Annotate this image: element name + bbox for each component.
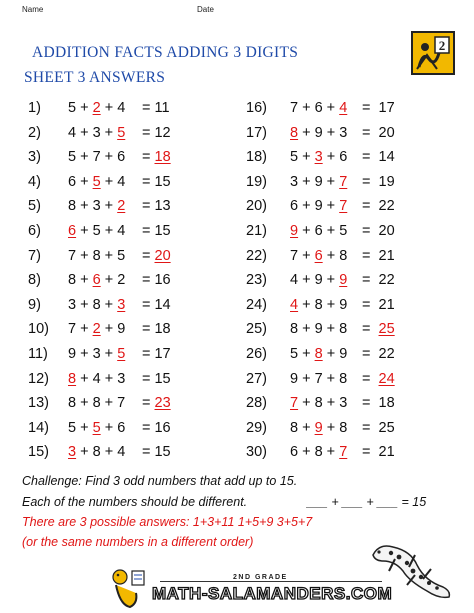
missing-addend-answer: 7 — [290, 395, 299, 412]
problem-expression — [290, 444, 347, 460]
expression-part: + 2 — [100, 272, 126, 289]
problem-result — [142, 395, 171, 411]
missing-addend-answer: 3 — [68, 444, 77, 461]
problem-number: 10) — [28, 321, 49, 338]
problem-result: = 13 — [142, 198, 171, 215]
problem-expression — [68, 248, 125, 264]
expression-part: 7 + — [68, 321, 93, 338]
problem-expression — [290, 248, 347, 264]
problem-number: 4) — [28, 173, 41, 190]
problem-result: = 20 — [362, 124, 395, 141]
problem-number: 3) — [28, 149, 41, 166]
problem-expression — [68, 100, 125, 116]
expression-part: 5 + 7 + 6 — [68, 149, 126, 166]
expression-part: + 4 — [100, 173, 126, 190]
problem-result: = 22 — [362, 345, 395, 362]
problem-result: = 18 — [362, 395, 395, 412]
missing-addend-answer: 5 — [92, 419, 101, 436]
missing-addend-answer: 7 — [339, 444, 348, 461]
expression-part: 5 + — [290, 345, 315, 362]
problem-number: 26) — [246, 345, 267, 362]
expression-part: 7 + — [290, 247, 315, 264]
problem-result: = 20 — [362, 222, 395, 239]
problem-result: = 15 — [142, 444, 171, 461]
missing-addend-answer: 2 — [117, 198, 126, 215]
problem-expression — [290, 125, 347, 141]
problem-result: = 21 — [362, 247, 395, 264]
missing-addend-answer: 6 — [92, 272, 101, 289]
result-equals: = — [142, 247, 155, 264]
problem-expression — [290, 223, 347, 239]
expression-part: + 8 + 3 — [298, 395, 348, 412]
problem-expression — [68, 444, 125, 460]
missing-addend-answer: 5 — [117, 124, 126, 141]
expression-part: 8 + — [68, 272, 93, 289]
problem-expression — [68, 174, 125, 190]
problem-expression — [290, 174, 347, 190]
missing-addend-answer: 4 — [339, 100, 348, 116]
missing-addend-answer: 5 — [117, 345, 126, 362]
problem-expression — [68, 272, 125, 288]
problem-number: 1) — [28, 100, 41, 116]
problem-expression — [290, 346, 347, 362]
problem-number: 21) — [246, 222, 267, 239]
problem-result: = 22 — [362, 272, 395, 289]
problem-expression — [290, 272, 347, 288]
expression-part: + 9 — [322, 345, 348, 362]
result-equals: = — [142, 149, 155, 166]
svg-text:2: 2 — [438, 38, 446, 53]
name-label: Name — [22, 5, 44, 14]
problem-number: 29) — [246, 419, 267, 436]
problem-result: = 21 — [362, 296, 395, 313]
problem-result: = 17 — [362, 100, 395, 116]
problem-result: = 18 — [142, 321, 171, 338]
footer-brand: MATH-SALAMANDERS.COM — [152, 584, 393, 603]
problem-expression — [290, 149, 347, 165]
problem-expression — [290, 100, 347, 116]
expression-part: + 6 — [322, 149, 348, 166]
salamander-logo-icon — [413, 33, 453, 73]
expression-part: 9 + 7 + 8 — [290, 370, 348, 387]
expression-part: 8 + 3 + — [68, 198, 118, 215]
problem-number: 23) — [246, 272, 267, 289]
expression-part: + 6 — [100, 419, 126, 436]
expression-part: + 9 — [100, 321, 126, 338]
problem-number: 12) — [28, 370, 49, 387]
problem-result: = 12 — [142, 124, 171, 141]
result-equals: = — [362, 321, 379, 338]
problem-result: = 21 — [362, 444, 395, 461]
expression-part: + 8 + 4 — [76, 444, 126, 461]
problem-result: = 15 — [142, 370, 171, 387]
result-equals: = — [142, 395, 155, 412]
problem-expression — [68, 371, 125, 387]
problem-expression — [68, 346, 125, 362]
problem-expression — [68, 420, 125, 436]
problem-result: = 16 — [142, 419, 171, 436]
sum-answer: 25 — [378, 321, 395, 338]
expression-part: 3 + 8 + — [68, 296, 118, 313]
expression-part: 5 + — [68, 100, 93, 116]
expression-part: 8 + 8 + 7 — [68, 395, 126, 412]
problem-number: 5) — [28, 198, 41, 215]
missing-addend-answer: 7 — [339, 173, 348, 190]
missing-addend-answer: 8 — [290, 124, 299, 141]
problem-number: 16) — [246, 100, 267, 116]
problem-result: = 15 — [142, 222, 171, 239]
footer-grade: 2ND GRADE — [233, 574, 288, 581]
challenge-rule: Each of the numbers should be different. — [22, 495, 248, 509]
problem-number: 17) — [246, 124, 267, 141]
expression-part: + 8 — [322, 419, 348, 436]
problem-expression — [68, 125, 125, 141]
problem-number: 19) — [246, 173, 267, 190]
problem-result — [362, 371, 395, 387]
sum-answer: 24 — [378, 370, 395, 387]
date-label: Date — [197, 5, 214, 14]
missing-addend-answer: 3 — [314, 149, 323, 166]
expression-part: 7 + 6 + — [290, 100, 340, 116]
problem-expression — [68, 223, 125, 239]
missing-addend-answer: 7 — [339, 198, 348, 215]
expression-part: 5 + — [68, 419, 93, 436]
problem-number: 18) — [246, 149, 267, 166]
problem-number: 25) — [246, 321, 267, 338]
expression-part: 8 + 9 + 8 — [290, 321, 348, 338]
missing-addend-answer: 9 — [314, 419, 323, 436]
missing-addend-answer: 9 — [290, 222, 299, 239]
problem-number: 6) — [28, 222, 41, 239]
result-equals: = — [362, 370, 379, 387]
problem-expression — [290, 321, 347, 337]
problem-number: 30) — [246, 444, 267, 461]
missing-addend-answer: 2 — [92, 321, 101, 338]
expression-part: 5 + — [290, 149, 315, 166]
expression-part: + 5 + 4 — [76, 222, 126, 239]
mascot-icon — [108, 565, 148, 611]
problem-number: 2) — [28, 124, 41, 141]
challenge-text: Challenge: Find 3 odd numbers that add up to 15. — [22, 474, 298, 488]
salamander-icon — [365, 525, 457, 605]
problem-result — [142, 149, 171, 165]
problem-expression — [68, 395, 125, 411]
missing-addend-answer: 4 — [290, 296, 299, 313]
footer-divider — [160, 581, 382, 582]
problem-expression — [68, 297, 125, 313]
problem-number: 15) — [28, 444, 49, 461]
problem-result: = 16 — [142, 272, 171, 289]
problem-result: = 22 — [362, 198, 395, 215]
problem-expression — [290, 297, 347, 313]
problem-expression — [290, 420, 347, 436]
problem-number: 11) — [28, 345, 48, 362]
problem-number: 7) — [28, 247, 41, 264]
problem-result: = 25 — [362, 419, 395, 436]
missing-addend-answer: 8 — [68, 370, 77, 387]
expression-part: 6 + 8 + — [290, 444, 340, 461]
expression-part: + 4 — [100, 100, 126, 116]
problem-number: 9) — [28, 296, 41, 313]
expression-part: + 4 + 3 — [76, 370, 126, 387]
problem-number: 20) — [246, 198, 267, 215]
expression-part: 4 + 3 + — [68, 124, 118, 141]
problem-number: 28) — [246, 395, 267, 412]
challenge-note: (or the same numbers in a different order) — [22, 535, 254, 549]
missing-addend-answer: 6 — [68, 222, 77, 239]
expression-part: 6 + — [68, 173, 93, 190]
problem-expression — [290, 371, 347, 387]
problem-number: 13) — [28, 395, 49, 412]
missing-addend-answer: 3 — [117, 296, 126, 313]
expression-part: 3 + 9 + — [290, 173, 340, 190]
problem-expression — [290, 395, 347, 411]
grade-logo — [411, 31, 455, 75]
expression-part: 7 + 8 + 5 — [68, 247, 126, 264]
problem-result: = 11 — [142, 100, 170, 116]
problem-expression — [68, 149, 125, 165]
problem-expression — [290, 198, 347, 214]
challenge-blanks: ___ + ___ + ___ = 15 — [307, 495, 427, 509]
problem-result — [142, 248, 171, 264]
missing-addend-answer: 8 — [314, 345, 323, 362]
problem-number: 8) — [28, 272, 41, 289]
sum-answer: 18 — [154, 149, 171, 166]
expression-part: 6 + 9 + — [290, 198, 340, 215]
problem-result — [362, 321, 395, 337]
page-subtitle: SHEET 3 ANSWERS — [24, 69, 166, 86]
problem-expression — [68, 198, 125, 214]
page-title: ADDITION FACTS ADDING 3 DIGITS — [32, 44, 299, 61]
problem-result: = 17 — [142, 345, 171, 362]
problem-result: = 19 — [362, 173, 395, 190]
expression-part: + 9 + 3 — [298, 124, 348, 141]
sum-answer: 23 — [154, 395, 171, 412]
problem-result: = 15 — [142, 173, 171, 190]
missing-addend-answer: 2 — [92, 100, 101, 116]
sum-answer: 20 — [154, 247, 171, 264]
problem-result: = 14 — [142, 296, 171, 313]
problem-number: 22) — [246, 247, 267, 264]
expression-part: 9 + 3 + — [68, 345, 118, 362]
problem-expression — [68, 321, 125, 337]
missing-addend-answer: 9 — [339, 272, 348, 289]
missing-addend-answer: 6 — [314, 247, 323, 264]
expression-part: 4 + 9 + — [290, 272, 340, 289]
problem-number: 14) — [28, 419, 49, 436]
problem-number: 27) — [246, 370, 267, 387]
expression-part: 8 + — [290, 419, 315, 436]
missing-addend-answer: 5 — [92, 173, 101, 190]
problem-number: 24) — [246, 296, 267, 313]
expression-part: + 8 + 9 — [298, 296, 348, 313]
problem-result: = 14 — [362, 149, 395, 166]
expression-part: + 6 + 5 — [298, 222, 348, 239]
expression-part: + 8 — [322, 247, 348, 264]
challenge-answers: There are 3 possible answers: 1+3+11 1+5+9 3+5+7 — [22, 515, 313, 529]
